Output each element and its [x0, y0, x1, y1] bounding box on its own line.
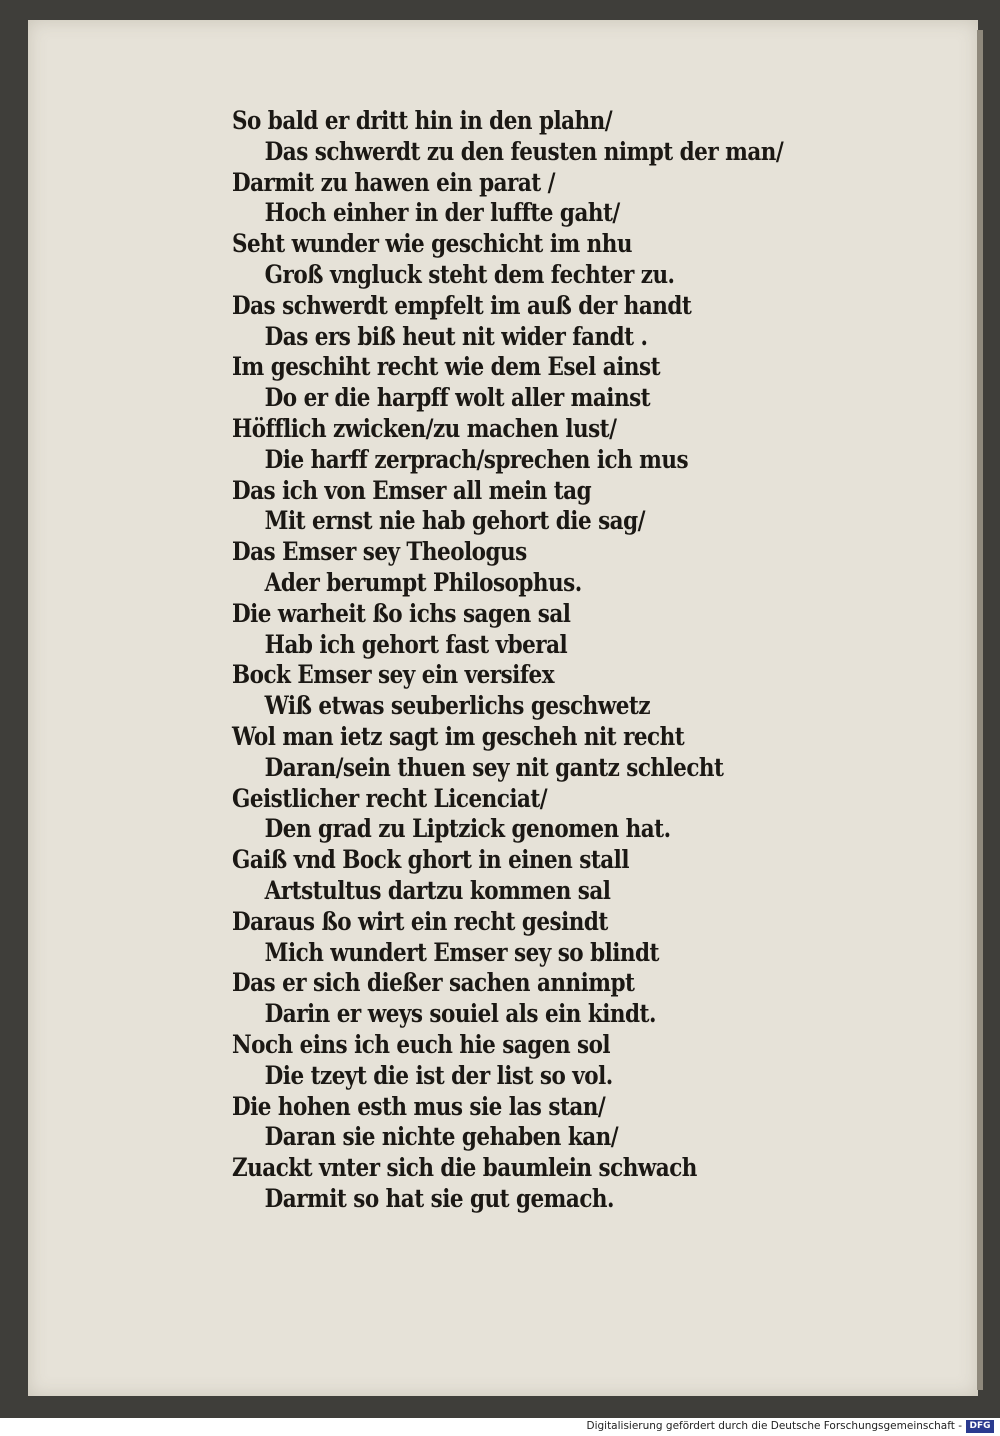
verse-line: Darmit zu hawen ein parat / — [232, 167, 555, 197]
verse-line: So bald er dritt hin in den plahn/ — [232, 106, 613, 135]
verse-line: Artstultus dartzu kommen sal — [264, 875, 611, 905]
verse-line: Daran sie nichte gehaben kan/ — [264, 1122, 619, 1152]
verse-line: Ader berumpt Philosophus. — [264, 567, 582, 597]
verse-line: Den grad zu Liptzick genomen hat. — [264, 814, 671, 844]
verse-line: Darmit so hat sie gut gemach. — [264, 1183, 614, 1213]
verse-line: Wiß etwas seuberlichs geschwetz — [264, 691, 651, 721]
dfg-credit-text: Digitalisierung gefördert durch die Deutsche Forschungsgemeinschaft - — [586, 1420, 962, 1432]
verse-line: Mit ernst nie hab gehort die sag/ — [264, 506, 645, 536]
verse-text-block — [232, 106, 932, 1215]
verse-line: Das Emser sey Theologus — [232, 537, 527, 567]
verse-line: Hoch einher in der lufftе gaht/ — [264, 198, 620, 228]
verse-line: Wol man ietz sagt im gescheh nit recht — [232, 721, 685, 751]
verse-line: Die tzeyt die ist der list so vol. — [264, 1060, 613, 1090]
verse-line: Zuackt vnter sich die baumlein schwach — [232, 1153, 697, 1183]
verse-line: Das schwerdt zu den feusten nimpt der man/ — [264, 136, 784, 166]
verse-line: Darin er weys souiel als ein kindt. — [264, 999, 656, 1029]
verse-line: Höfflich zwicken/zu machen lust/ — [232, 413, 617, 443]
verse-line: Die harff zerprach/sprechen ich mus — [264, 444, 689, 474]
verse-line: Das ers biß heut nit wider fandt . — [264, 321, 648, 351]
verse-line: Bock Emser sey ein versifex — [232, 660, 555, 690]
page-edge-shadow — [977, 30, 983, 1390]
verse-line: Seht wunder wie geschicht im nhu — [232, 229, 633, 259]
verse-line: Die warheit ßo ichs sagen sal — [232, 598, 571, 628]
verse-line: Im geschiht recht wie dem Esel ainst — [232, 352, 660, 382]
verse-line: Die hohen esth mus sie las stan/ — [232, 1091, 606, 1121]
verse-line: Das er sich dießer sachen annimpt — [232, 968, 635, 998]
verse-line: Das ich von Emser all mein tag — [232, 475, 592, 505]
verse-line: Noch eins ich euch hie sagen sol — [232, 1029, 611, 1059]
verse-line: Das schwerdt empfelt im auß der handt — [232, 290, 692, 320]
verse-line: Mich wundert Emser sey so blindt — [264, 937, 659, 967]
verse-line: Hab ich gehort fast vberal — [264, 629, 568, 659]
verse-line: Daran/sein thuen sey nit gantz schlecht — [264, 752, 724, 782]
verse-line: Groß vngluck steht dem fechter zu. — [264, 259, 675, 289]
verse-line: Geistlicher recht Licenciat/ — [232, 783, 548, 813]
verse-line: Do er die harpff wolt aller mainst — [264, 383, 651, 413]
verse-line: Daraus ßo wirt ein recht gesindt — [232, 906, 608, 936]
dfg-logo: DFG — [966, 1420, 994, 1433]
verse-line: Gaiß vnd Bock ghort in einen stall — [232, 845, 629, 875]
